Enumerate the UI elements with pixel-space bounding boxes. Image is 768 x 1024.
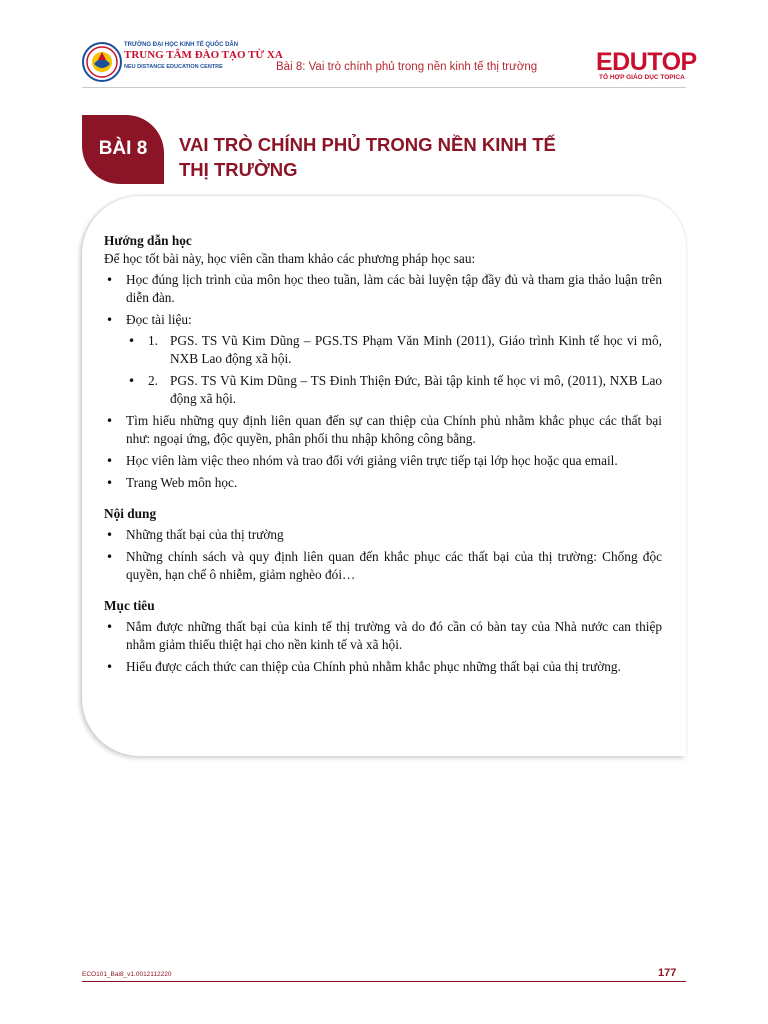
document-code: ECO101_Bai8_v1.0012112220 [82,971,172,978]
footer-divider [82,981,686,982]
objectives-list [104,618,662,676]
reference-list [126,332,662,408]
guide-item-reading [104,311,662,408]
chapter-title-line2: THỊ TRƯỜNG [179,159,298,180]
guide-heading: Hướng dẫn học [104,233,192,248]
reference-number: • 1. [148,333,158,348]
guide-intro: Để học tốt bài này, học viên cần tham khảo các phương pháp học sau: [104,251,476,266]
header-divider [82,87,686,88]
content-list [104,526,662,584]
reference-text: PGS. TS Vũ Kim Dũng – PGS.TS Phạm Văn Minh (2011), Giáo trình Kinh tế học vi mô, NXB Lao động xã hội. [170,333,662,366]
logo-centre-name: TRUNG TÂM ĐÀO TẠO TỪ XA [124,49,283,61]
chapter-title [179,132,619,182]
edutop-logo: EDUTOP [596,48,697,76]
content-item: • Những thất bại của thị trường [104,526,662,544]
reference-text: PGS. TS Vũ Kim Dũng – TS Đinh Thiện Đức, Bài tập kinh tế học vi mô, (2011), NXB Lao động xã hội. [170,373,662,406]
guide-list [104,271,662,492]
guide-item-groupwork: • Học viên làm việc theo nhóm và trao đổi với giảng viên trực tiếp tại lớp học hoặc qua email. [104,452,662,470]
edutop-tagline: TỔ HỢP GIÁO DỤC TOPICA [599,74,685,81]
reference-item [126,372,662,408]
chapter-title-line1: VAI TRÒ CHÍNH PHỦ TRONG NỀN KINH TẾ [179,134,556,155]
content-heading: Nội dung [104,506,157,521]
content-item: • Những chính sách và quy định liên quan đến khắc phục các thất bại của thị trường: Chống độc quyền, hạn chế ô nhiễm, giảm nghèo đói… [104,548,662,584]
reference-number: • 2. [148,373,158,388]
content-body [104,232,662,680]
page-number: 177 [658,967,677,979]
running-head: Bài 8: Vai trò chính phủ trong nền kinh tế thị trường [276,61,538,73]
logo-university-name: TRƯỜNG ĐẠI HỌC KINH TẾ QUỐC DÂN [124,42,239,48]
guide-item-reading-label: Đọc tài liệu: [126,312,192,327]
chapter-tag-label: BÀI 8 [98,138,148,159]
guide-item-regulations: • Tìm hiểu những quy định liên quan đến sự can thiệp của Chính phủ nhằm khắc phục các thất bại như: ngoại ứng, độc quyền, phân phối thu nhập không công bằng. [104,412,662,448]
neu-logo [82,40,302,84]
objectives-heading: Mục tiêu [104,598,155,613]
university-seal-icon [82,42,122,82]
reference-item [126,332,662,368]
objective-item: • Hiểu được cách thức can thiệp của Chính phủ nhằm khắc phục những thất bại của thị trường. [104,658,662,676]
guide-item-website: • Trang Web môn học. [104,474,662,492]
guide-item-schedule: • Học đúng lịch trình của môn học theo tuần, làm các bài luyện tập đầy đủ và tham gia thảo luận trên diễn đàn. [104,271,662,307]
chapter-tag [82,115,164,184]
objective-item: • Nắm được những thất bại của kinh tế thị trường và do đó cần có bàn tay của Nhà nước can thiệp nhằm giảm thiểu thiệt hại cho nền kinh tế và xã hội. [104,618,662,654]
page-header [0,0,768,90]
logo-centre-english: NEU DISTANCE EDUCATION CENTRE [124,64,223,70]
